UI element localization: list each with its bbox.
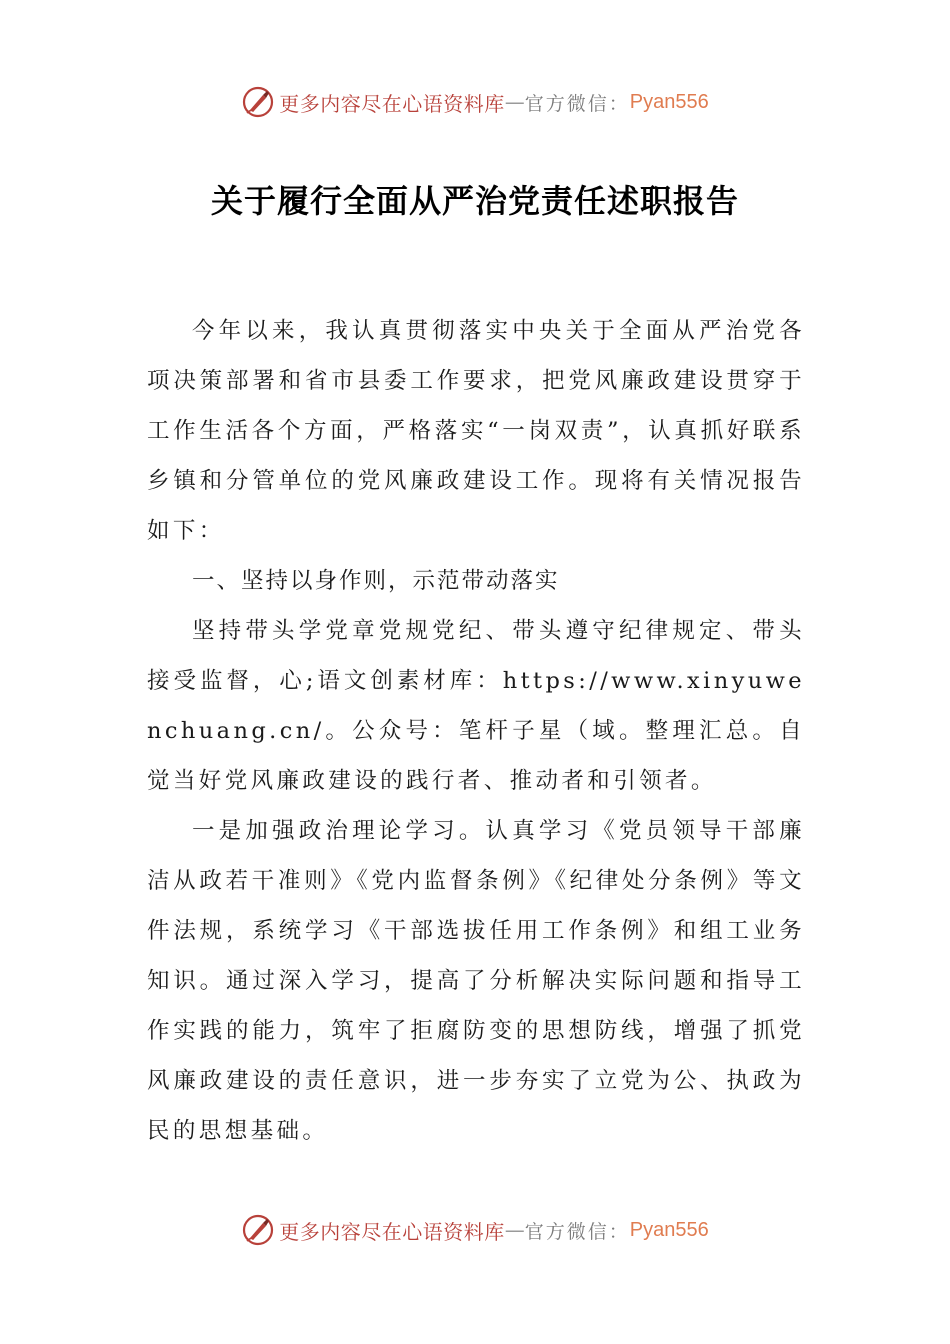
section-heading: 一、坚持以身作则，示范带动落实 xyxy=(192,568,560,594)
paragraph-section-summary: 坚持带头学党章党规党纪、带头遵守纪律规定、带头接受监督，心;语文创素材库：https://www.xinyuwenchuang.cn/。公众号：笔杆子星（域。整理汇总。自觉当好党风廉政建设的践行者、推动者和引领者。 xyxy=(147,618,805,794)
banner-wechat-label: 官方微信： xyxy=(524,1220,630,1243)
banner-separator: — xyxy=(504,90,525,114)
paragraph-intro: 今年以来，我认真贯彻落实中央关于全面从严治党各项决策部署和省市县委工作要求，把党风廉政建设贯穿于工作生活各个方面，严格落实“一岗双责”，认真抓好联系乡镇和分管单位的党风廉政建设工作。现将有关情况报告如下： xyxy=(147,318,805,544)
banner-text: 更多内容尽在心语资料库 xyxy=(279,1219,505,1244)
banner-text: 更多内容尽在心语资料库 xyxy=(279,91,505,116)
document-title: 关于履行全面从严治党责任述职报告 xyxy=(210,182,739,220)
pen-circle-logo-icon xyxy=(241,1213,275,1247)
paragraph-theory-study: 一是加强政治理论学习。认真学习《党员领导干部廉洁从政若干准则》《党内监督条例》《纪律处分条例》等文件法规，系统学习《干部选拔任用工作条例》和组工业务知识。通过深入学习，提高了分析解决实际问题和指导工作实践的能力，筑牢了拒腐防变的思想防线，增强了抓党风廉政建设的责任意识，进一步夯实了立党为公、执政为民的思想基础。 xyxy=(147,818,805,1144)
header-watermark-banner xyxy=(0,82,950,122)
pen-circle-logo-icon xyxy=(241,85,275,119)
document-body xyxy=(147,306,805,1156)
banner-wechat-id: Pyan556 xyxy=(629,90,709,113)
banner-separator: — xyxy=(504,1218,525,1242)
banner-wechat-label: 官方微信： xyxy=(524,92,630,115)
footer-watermark-banner xyxy=(0,1210,950,1250)
banner-wechat-id: Pyan556 xyxy=(629,1218,709,1241)
